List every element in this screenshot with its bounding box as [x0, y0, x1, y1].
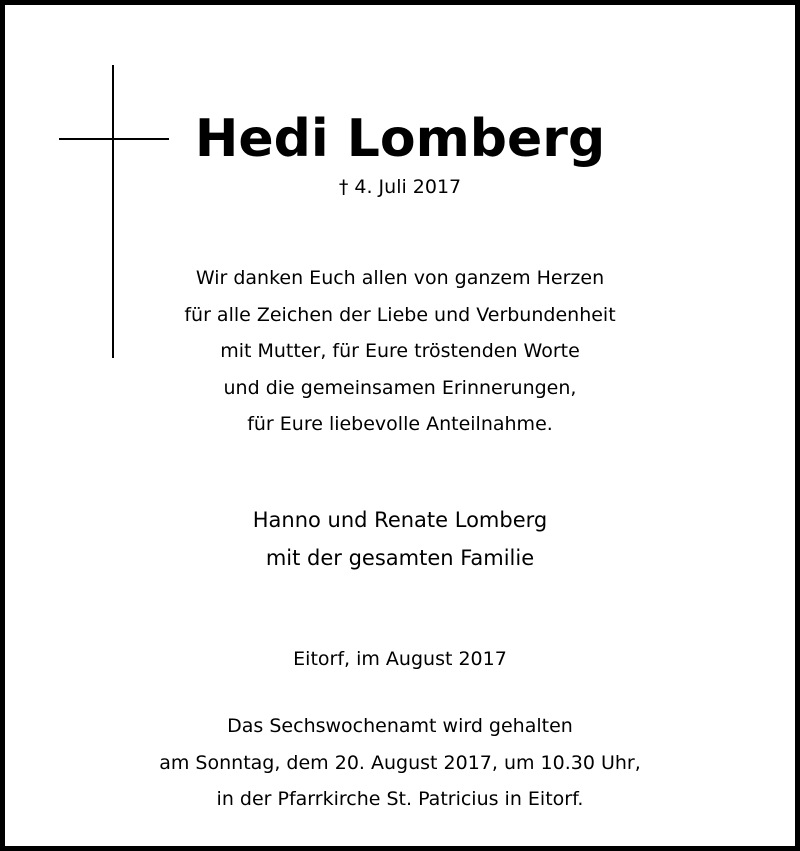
service-line: Das Sechswochenamt wird gehalten: [227, 715, 573, 737]
thanks-line: für Eure liebevolle Anteilnahme.: [247, 413, 553, 435]
thanks-line: Wir danken Euch allen von ganzem Herzen: [195, 267, 605, 289]
place-date: [5, 641, 795, 678]
family-signature: [5, 501, 795, 577]
deceased-name: Hedi Lomberg: [194, 109, 606, 169]
service-line: am Sonntag, dem 20. August 2017, um 10.30 Uhr,: [159, 751, 641, 774]
place-date-line: Eitorf, im August 2017: [293, 648, 507, 670]
thanks-line: für alle Zeichen der Liebe und Verbundenheit: [184, 303, 616, 326]
thanks-line: und die gemeinsamen Erinnerungen,: [223, 376, 577, 399]
thanks-line: mit Mutter, für Eure tröstenden Worte: [220, 340, 580, 362]
family-line: mit der gesamten Familie: [265, 546, 535, 570]
thanks-text: [5, 260, 795, 443]
family-line: Hanno und Renate Lomberg: [252, 508, 548, 532]
death-date: † 4. Juli 2017: [338, 176, 462, 198]
service-announcement: [5, 708, 795, 818]
service-line: in der Pfarrkirche St. Patricius in Eitorf.: [216, 788, 584, 810]
